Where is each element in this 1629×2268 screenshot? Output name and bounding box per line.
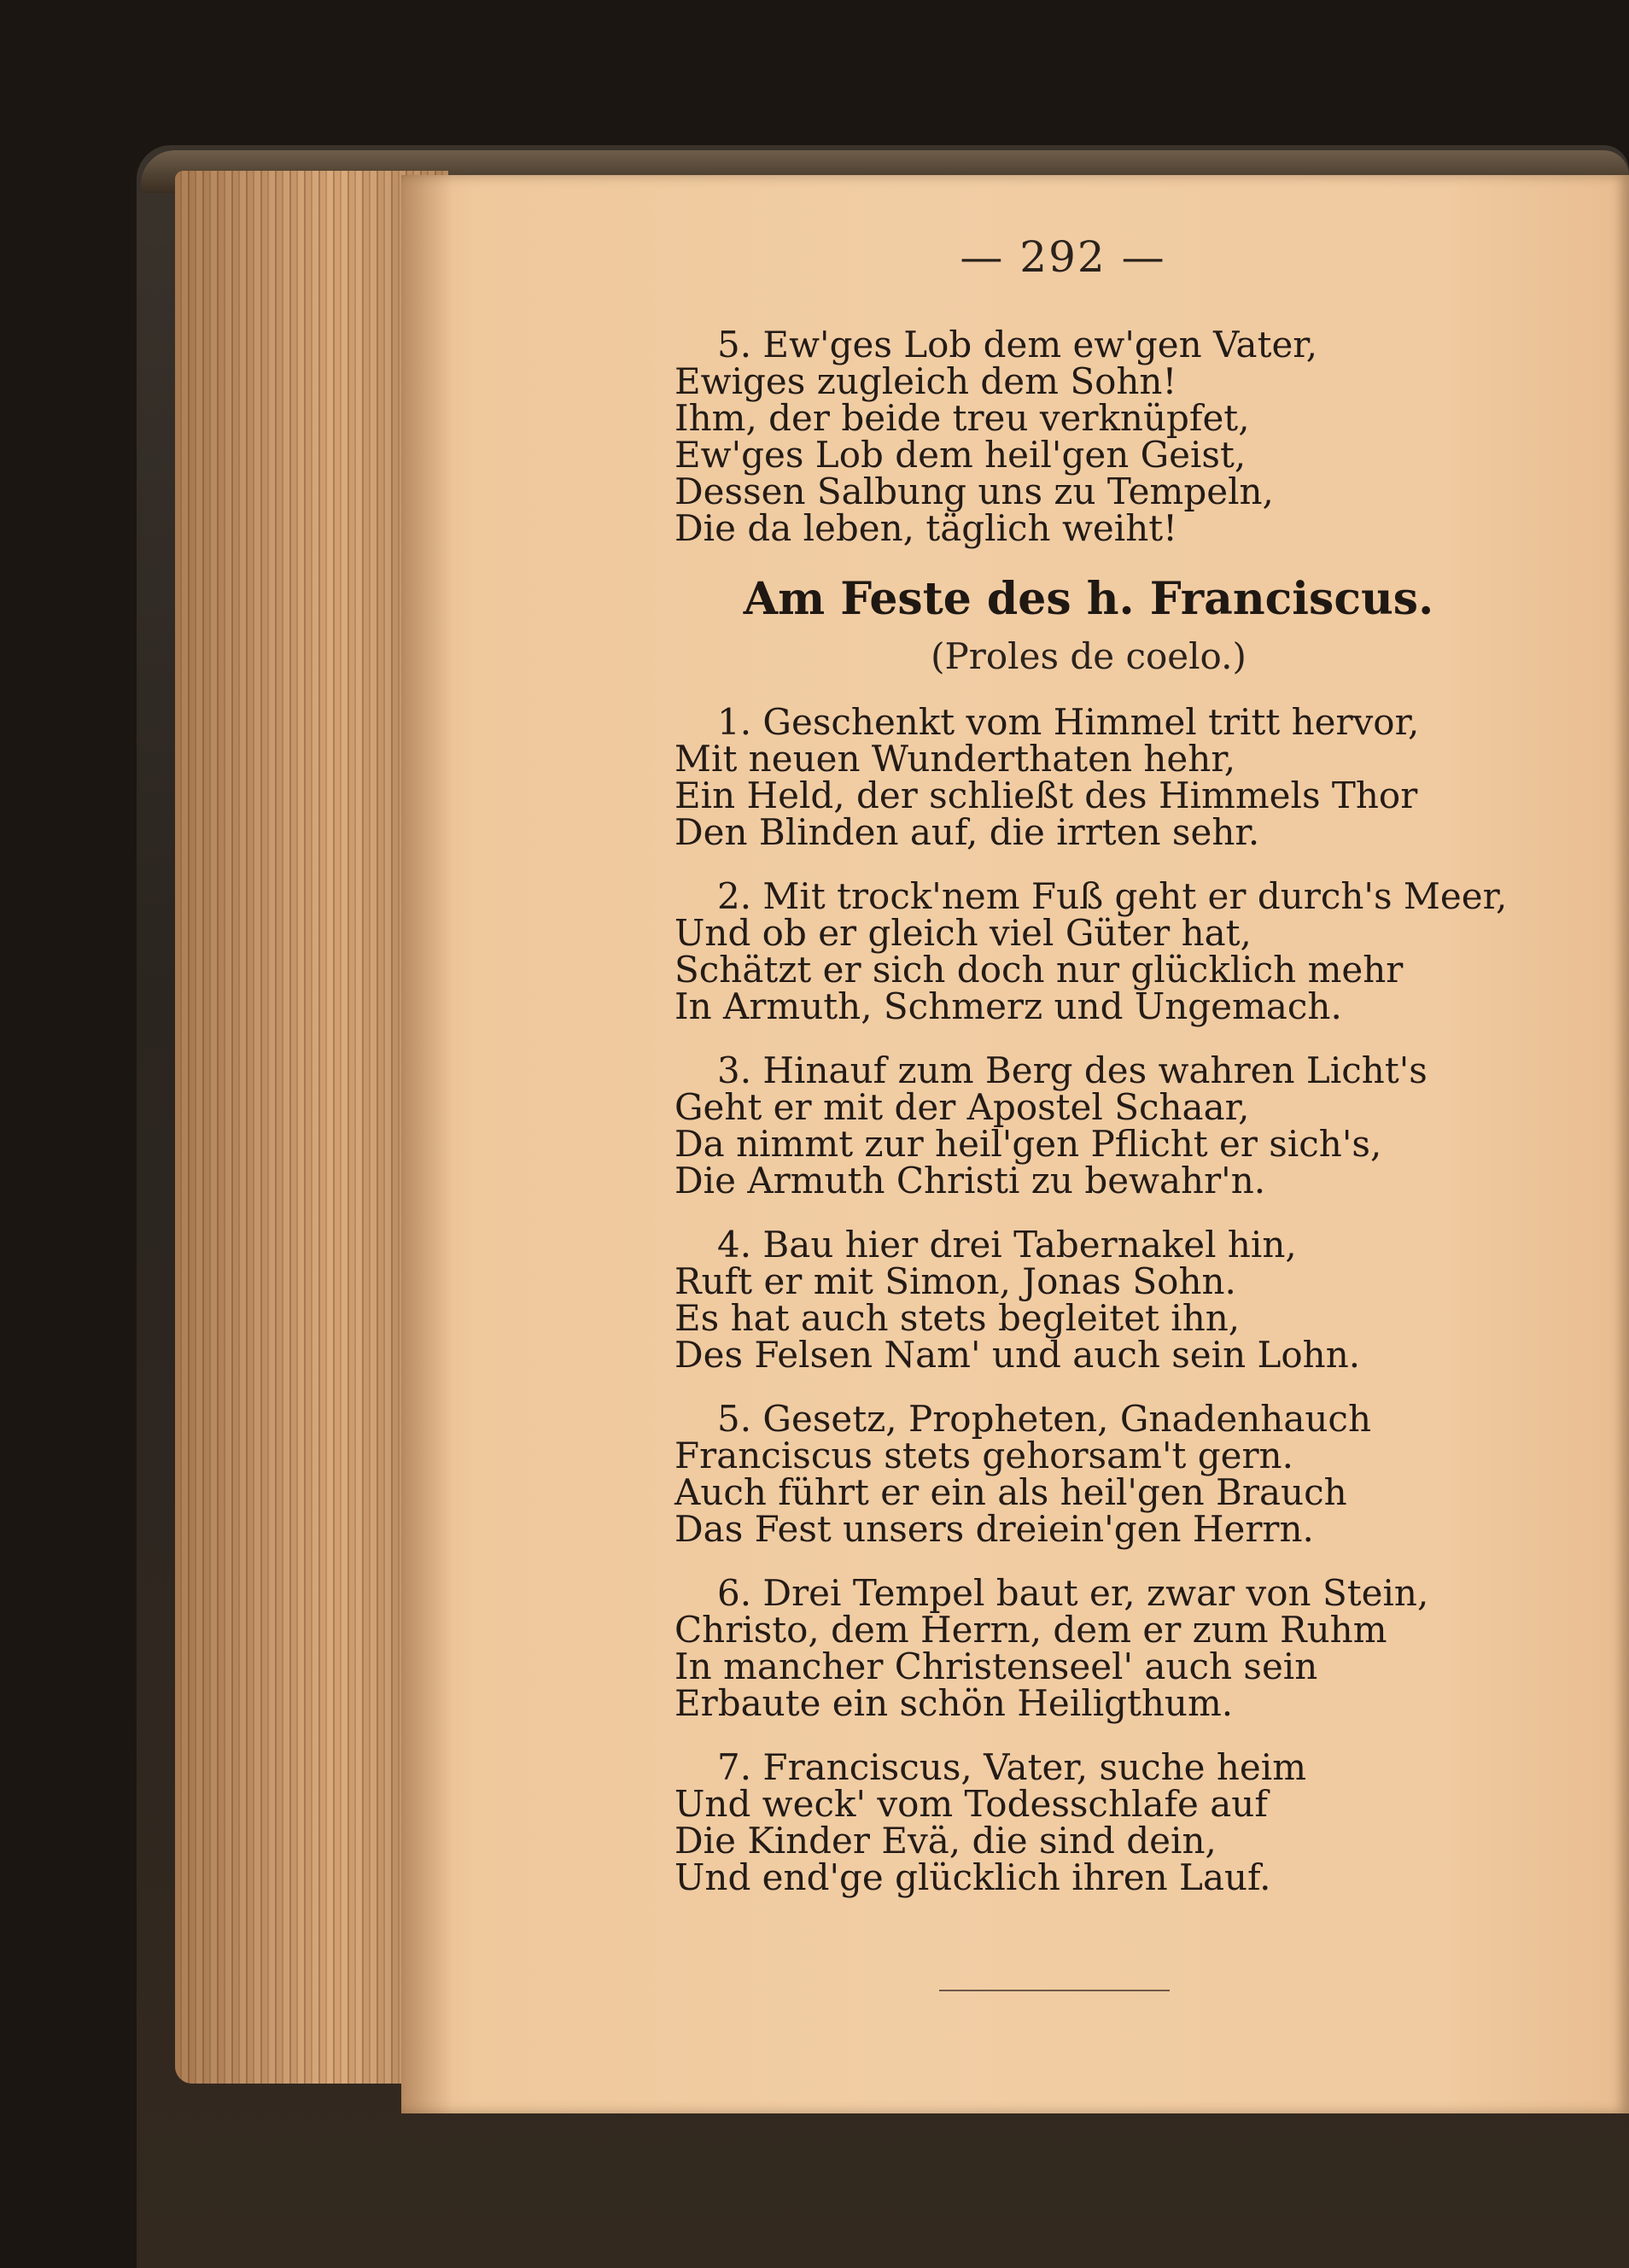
stanza-7 <box>674 1746 1597 1898</box>
verse-line: In mancher Christenseel' auch sein <box>674 1645 1318 1687</box>
verse-line: Schätzt er sich doch nur glücklich mehr <box>674 949 1404 991</box>
stanza-6 <box>674 1572 1597 1724</box>
opening-stanza <box>674 326 1597 547</box>
verse-line: 2. Mit trock'nem Fuß geht er durch's Meer, <box>717 875 1508 917</box>
verse-line: 6. Drei Tempel baut er, zwar von Stein, <box>717 1572 1429 1614</box>
verse-line: Auch führt er ein als heil'gen Brauch <box>674 1471 1347 1513</box>
verse-line: Franciscus stets gehorsam't gern. <box>674 1435 1293 1476</box>
verse-line: 4. Bau hier drei Tabernakel hin, <box>717 1224 1297 1266</box>
verse-line: Und end'ge glücklich ihren Lauf. <box>674 1856 1271 1898</box>
stanza-3 <box>674 1049 1597 1201</box>
verse-line: Christo, dem Herrn, dem er zum Ruhm <box>674 1609 1387 1651</box>
verse-line: Des Felsen Nam' und auch sein Lohn. <box>674 1334 1361 1376</box>
verse-line: Die da leben, täglich weiht! <box>674 507 1178 549</box>
verse-line: Den Blinden auf, die irrten sehr. <box>674 811 1260 853</box>
verse-line: Ewiges zugleich dem Sohn! <box>674 360 1177 402</box>
stanza-1 <box>674 701 1597 853</box>
verse-line: Mit neuen Wunderthaten hehr, <box>674 738 1236 780</box>
verse-line: Die Kinder Evä, die sind dein, <box>674 1820 1217 1862</box>
verse-line: 7. Franciscus, Vater, suche heim <box>717 1746 1307 1788</box>
verse-line: 3. Hinauf zum Berg des wahren Licht's <box>717 1049 1428 1091</box>
verse-line: 5. Gesetz, Propheten, Gnadenhauch <box>717 1398 1371 1440</box>
page-number: — 292 — <box>960 232 1166 282</box>
hymn-title: Am Feste des h. Franciscus. <box>743 573 1434 625</box>
stanza-4 <box>674 1224 1597 1376</box>
stanza-5 <box>674 1398 1597 1550</box>
verse-line: Geht er mit der Apostel Schaar, <box>674 1086 1250 1128</box>
page-gutter <box>401 175 452 2113</box>
verse-line: Ein Held, der schließt des Himmels Thor <box>674 775 1418 816</box>
hymn-subtitle: (Proles de coelo.) <box>931 635 1247 677</box>
verse-line: Da nimmt zur heil'gen Pflicht er sich's, <box>674 1123 1382 1165</box>
page-content <box>674 326 1597 1923</box>
verse-line: Ihm, der beide treu verknüpfet, <box>674 397 1250 439</box>
verse-line: 1. Geschenkt vom Himmel tritt hervor, <box>717 701 1420 743</box>
verse-line: Und ob er gleich viel Güter hat, <box>674 912 1252 954</box>
closing-rule <box>939 1990 1170 1991</box>
verse-line: 5. Ew'ges Lob dem ew'gen Vater, <box>717 324 1318 365</box>
verse-line: In Armuth, Schmerz und Ungemach. <box>674 985 1342 1027</box>
verse-line: Das Fest unsers dreiein'gen Herrn. <box>674 1508 1314 1550</box>
verse-line: Es hat auch stets begleitet ihn, <box>674 1297 1241 1339</box>
verse-line: Und weck' vom Todesschlafe auf <box>674 1783 1268 1825</box>
verse-line: Ruft er mit Simon, Jonas Sohn. <box>674 1260 1236 1302</box>
stanza-2 <box>674 875 1597 1027</box>
verse-line: Ew'ges Lob dem heil'gen Geist, <box>674 434 1247 476</box>
verse-line: Dessen Salbung uns zu Tempeln, <box>674 471 1274 512</box>
verse-line: Die Armuth Christi zu bewahr'n. <box>674 1160 1266 1201</box>
verse-line: Erbaute ein schön Heiligthum. <box>674 1682 1234 1724</box>
